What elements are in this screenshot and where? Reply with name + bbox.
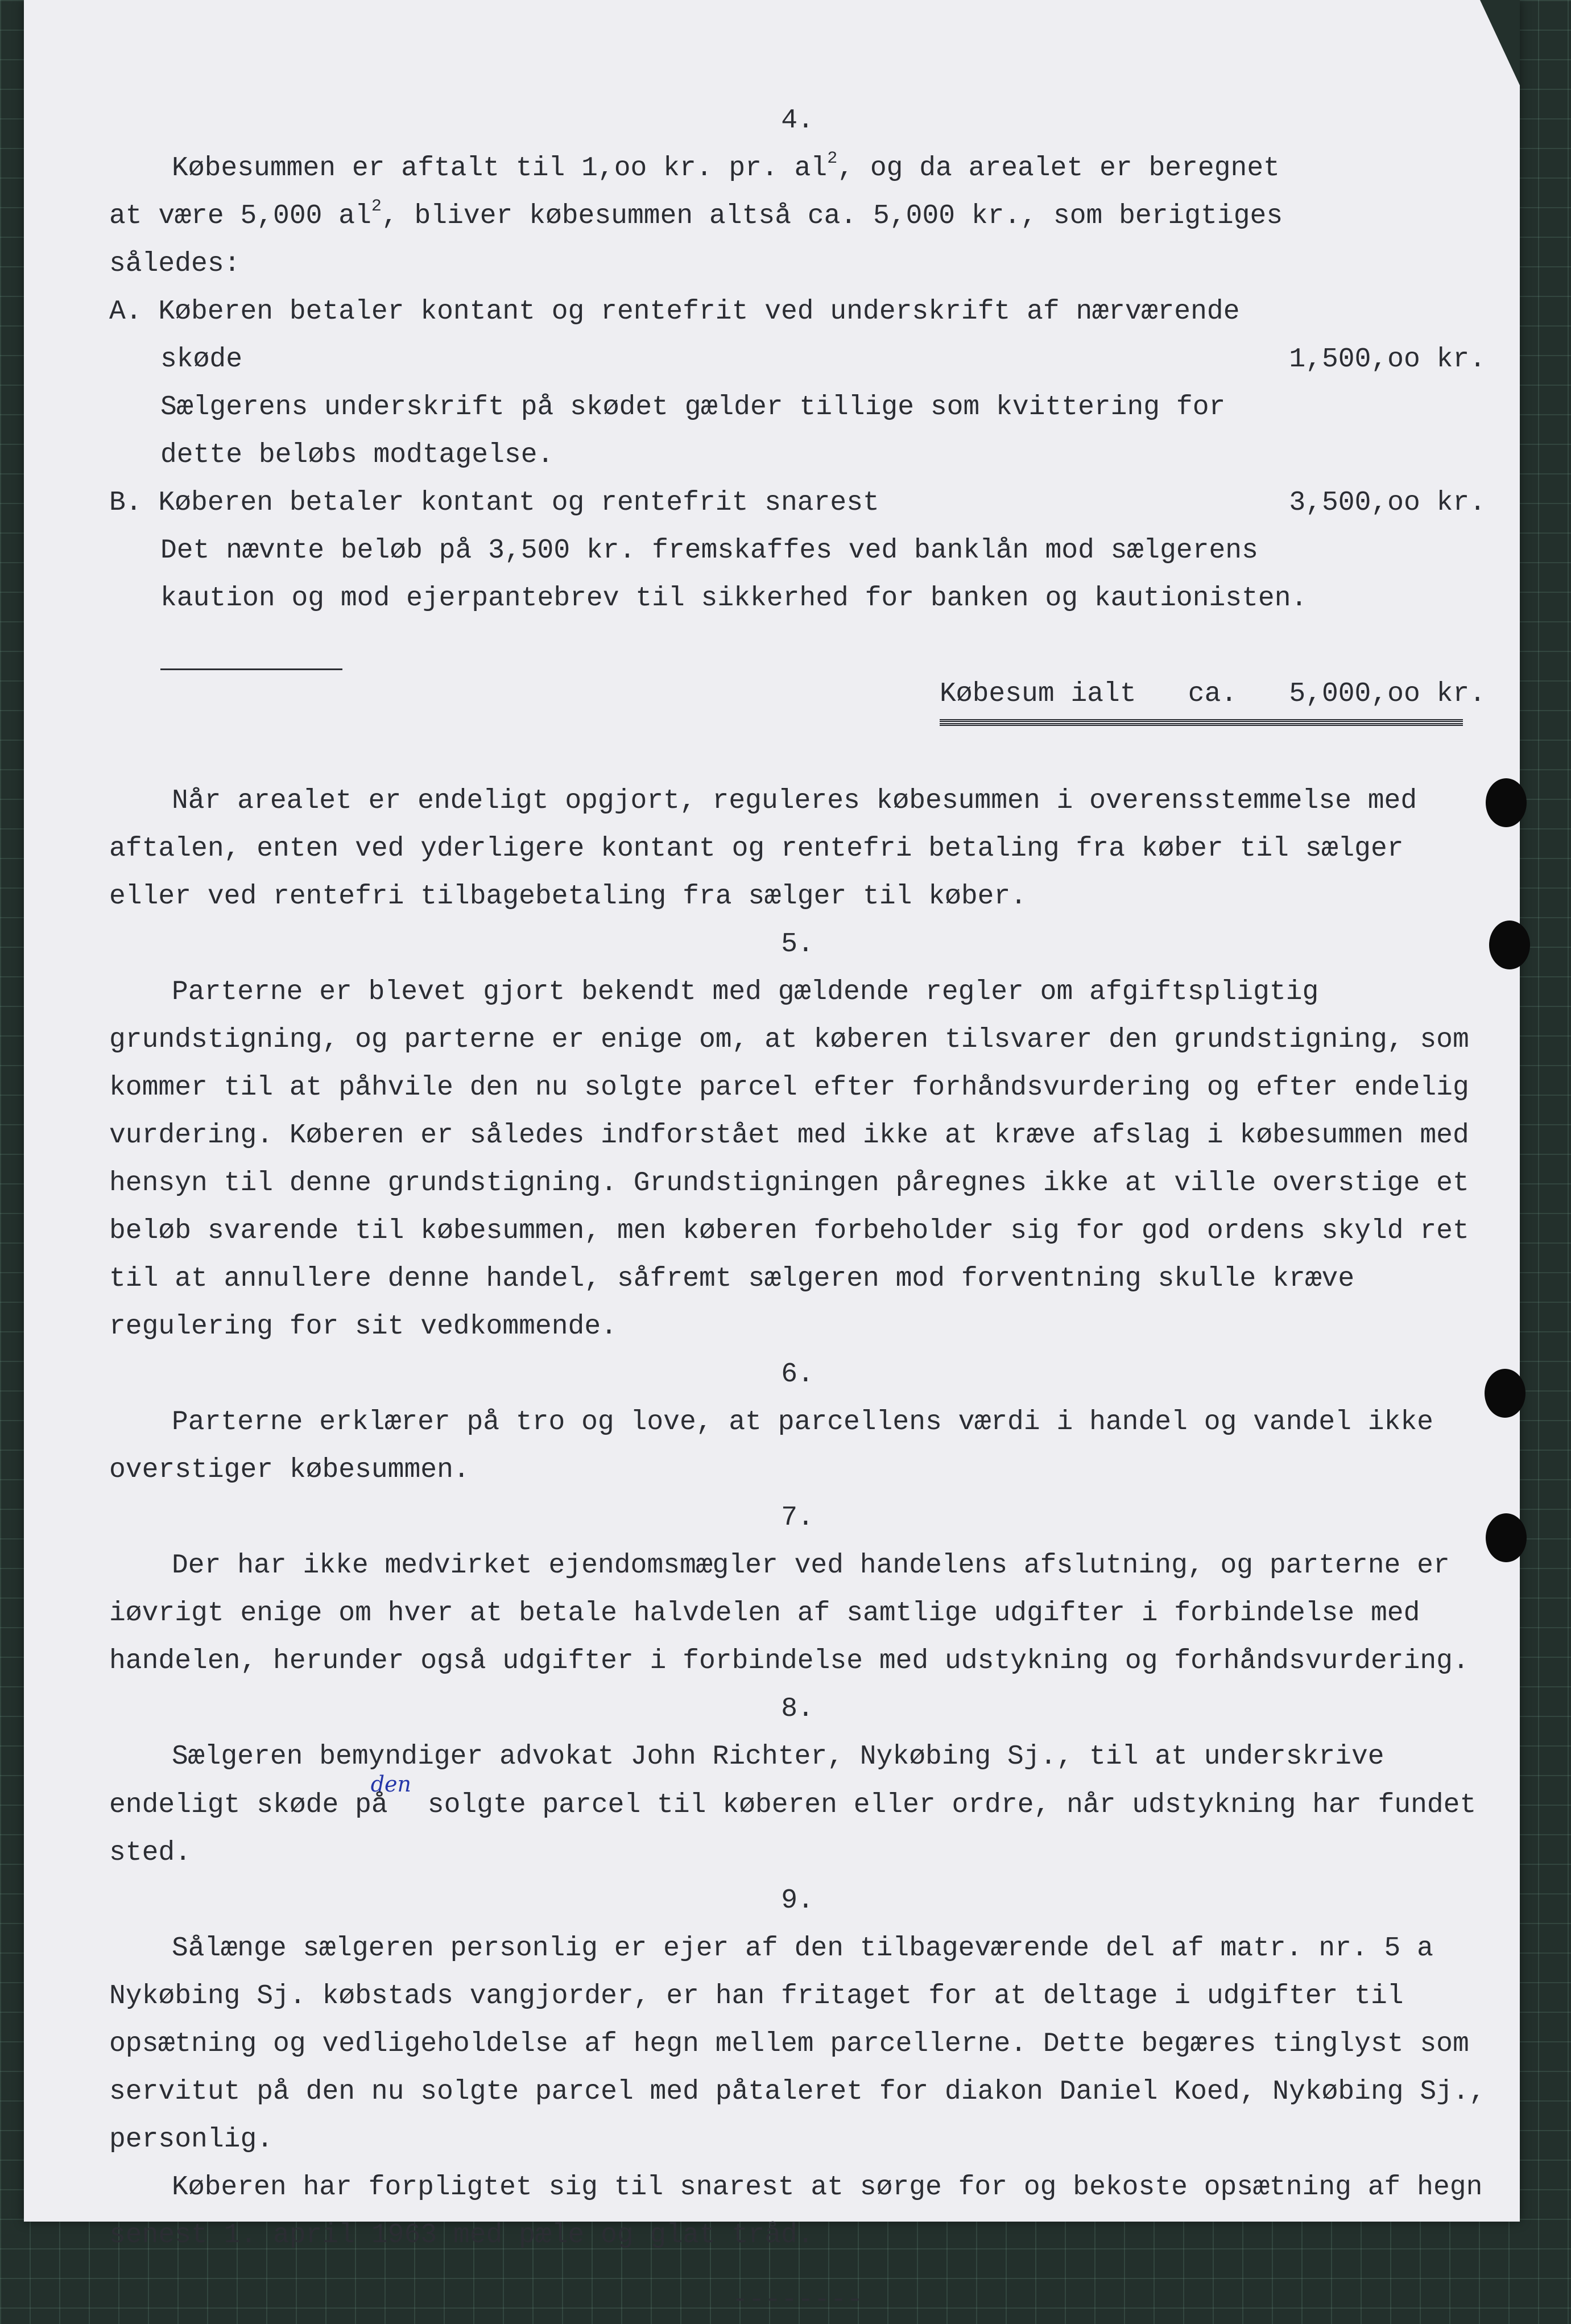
- payment-a-row: [109, 336, 1486, 383]
- intro-text: , bliver købesummen altså ca. 5,000 kr., som berigtiges: [381, 201, 1283, 232]
- payment-b-line-1: B. Køberen betaler kontant og rentefrit snarest: [109, 488, 879, 518]
- punch-hole: [1489, 920, 1530, 969]
- payment-a-line-1: A. Køberen betaler kontant og rentefrit ved underskrift af nærværende: [109, 296, 1240, 327]
- section-5-text: Parterne er blevet gjort bekendt med gældende regler om afgiftspligtig grundstigning, og parterne er enige om, at køberen tilsvarer den grundstigning, som kommer til at påhvile den nu solgte parcel efter forhåndsvurdering og efter endelig vurdering. Køberen er således indforstået med ikke at kræve afslag i købesummen med hensyn til denne grundstigning. Grundstigningen påregnes ikke at ville overstige et beløb svarende til købesummen, men køberen forbeholder sig for god ordens skyld ret til at annullere denne handel, såfremt sælgeren mod forventning skulle kræve regulering for sit vedkommende.: [109, 977, 1469, 1342]
- total-amount: 5,000,oo kr.: [1289, 679, 1486, 709]
- punch-hole: [1486, 1513, 1527, 1562]
- payment-b-line-2: Det nævnte beløb på 3,500 kr. fremskaffes ved banklån mod sælgerens: [160, 535, 1258, 566]
- superscript: 2: [827, 149, 838, 168]
- section-7-text: Der har ikke medvirket ejendomsmægler ved handelens afslutning, og parterne er iøvrigt enige om hver at betale halvdelen af samtlige udgifter i forbindelse med handelen, herunder også udgifter i forbindelse med udstykning og forhåndsvurdering.: [109, 1550, 1469, 1677]
- document-page: [24, 0, 1520, 2315]
- payment-a-line-2: skøde: [160, 344, 243, 375]
- section-7-number: 7.: [781, 1502, 814, 1533]
- double-underline: [940, 719, 1463, 726]
- payment-a-amount: 1,500,oo kr.: [1289, 344, 1486, 375]
- section-8-text-b: solgte parcel til køberen eller ordre, når udstykning har fundet sted.: [109, 1790, 1477, 1868]
- section-6-text: Parterne erklærer på tro og love, at parcellens værdi i handel og vandel ikke overstiger købesummen.: [109, 1407, 1433, 1485]
- section-8-text-a: Sælgeren bemyndiger advokat John Richter, Nykøbing Sj., til at underskrive endeligt skøde på: [109, 1741, 1384, 1821]
- section-9-text: Sålænge sælgeren personlig er ejer af den tilbageværende del af matr. nr. 5 a Nykøbing Sj. købstads vangjorder, er han fritaget for at deltage i udgifter til opsætning og vedligeholdelse af hegn mellem parcellerne. Dette begæres tinglyst som servitut på den nu solgte parcel med påtaleret for diakon Daniel Koed, Nykøbing Sj., personlig.: [109, 1933, 1486, 2155]
- total-row: [940, 670, 1486, 718]
- intro-line-1: [109, 145, 1486, 192]
- payment-a-line-3: Sælgerens underskrift på skødet gælder tillige som kvittering for: [160, 392, 1226, 423]
- section-8-number: 8.: [781, 1694, 814, 1724]
- intro-text: Købesummen er aftalt til 1,oo kr. pr. al: [172, 153, 828, 184]
- section-6-number: 6.: [781, 1359, 814, 1390]
- total-label: Købesum ialt: [940, 679, 1136, 709]
- section-9-text-2: Køberen har forpligtet sig til snarest at sørge for og bekoste opsætning af hegn senest 1. april 1963 med pæle og glat tråd.: [109, 2172, 1483, 2251]
- paragraph-adjustment: Når arealet er endeligt opgjort, reguleres købesummen i overensstemmelse med aftalen, enten ved yderligere kontant og rentefri betaling fra køber til sælger eller ved rentefri tilbagebetaling fra sælger til køber.: [109, 786, 1417, 912]
- torn-corner: [1480, 0, 1520, 85]
- page-number: 4.: [781, 105, 814, 136]
- superscript: 2: [371, 197, 382, 216]
- intro-text: at være 5,000 al: [109, 201, 371, 232]
- section-9-number: 9.: [781, 1885, 814, 1916]
- punch-hole: [1485, 1369, 1525, 1418]
- payment-b-text: kaution og mod ejerpantebrev til sikkerhed for banken og kautionisten.: [160, 583, 1308, 614]
- section-5-number: 5.: [781, 929, 814, 960]
- payment-b-line-3: [109, 575, 1486, 670]
- intro-line-2: [109, 192, 1486, 240]
- payment-a-line-4: dette beløbs modtagelse.: [160, 440, 554, 470]
- total-prefix: ca.: [1188, 679, 1238, 709]
- document-body: [109, 97, 1486, 2324]
- payment-b-amount: 3,500,oo kr.: [1289, 488, 1486, 518]
- end-mark: --------: [731, 2285, 863, 2315]
- underline-rule: [160, 640, 342, 670]
- section-8-text: [109, 1733, 1486, 1877]
- intro-line-3: således:: [109, 249, 241, 279]
- punch-hole: [1486, 778, 1527, 827]
- handwritten-insertion: den: [370, 1772, 411, 1797]
- payment-b-row: [109, 479, 1486, 527]
- intro-text: , og da arealet er beregnet: [837, 153, 1280, 184]
